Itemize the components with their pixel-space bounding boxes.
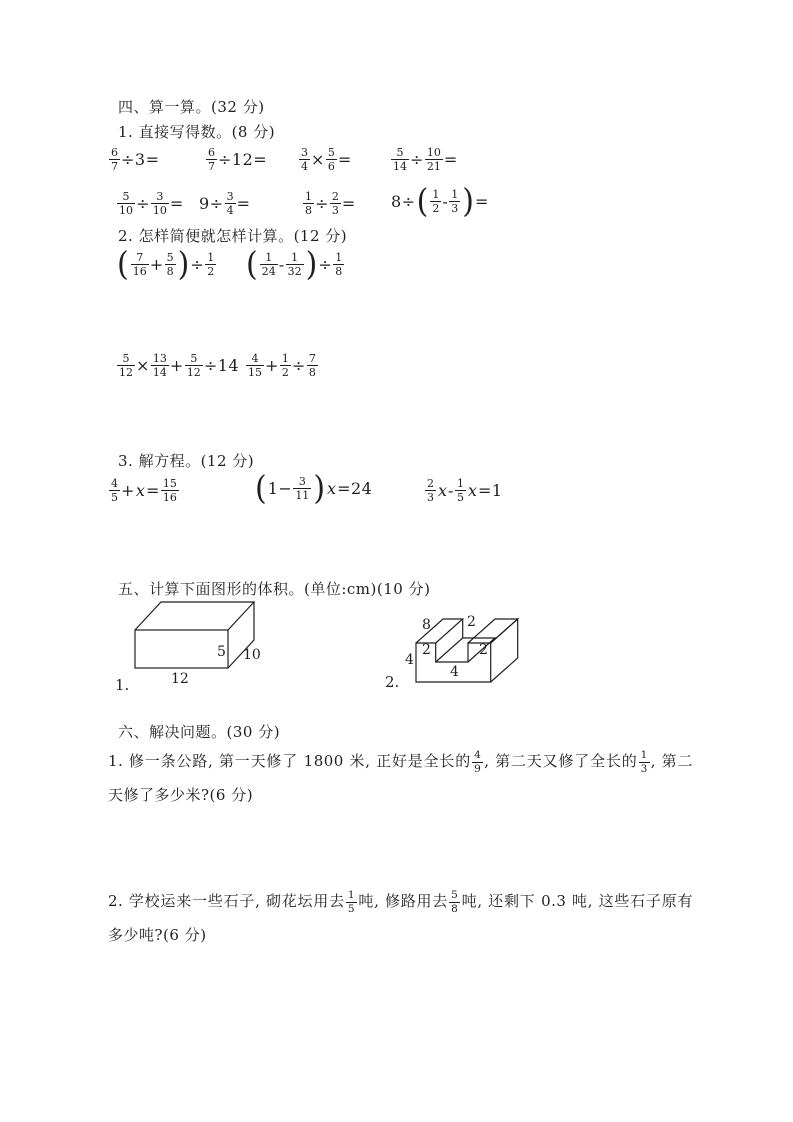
cuboid-front-face xyxy=(135,630,228,668)
big-paren: ( xyxy=(117,245,129,284)
math-expression xyxy=(424,477,503,504)
math-text: ÷ xyxy=(410,149,424,169)
math-text: ÷3= xyxy=(121,149,160,169)
dimension-label: 2 xyxy=(479,642,488,658)
section4-heading: 四、算一算。(32 分) xyxy=(118,98,265,116)
math-text: × xyxy=(311,149,325,169)
figure1-cuboid xyxy=(125,598,275,693)
math-text: ÷ xyxy=(190,254,205,274)
cuboid-top-face xyxy=(135,602,254,630)
fraction: $\frac{1}{8}$ xyxy=(305,190,312,218)
fraction: $\frac{1}{8}$ xyxy=(335,251,343,279)
problem-1-text xyxy=(108,744,693,812)
math-text: + xyxy=(265,355,279,375)
section4-simplify-heading: 2. 怎样简便就怎样计算。(12 分) xyxy=(118,227,348,245)
math-text: ÷ xyxy=(315,193,329,213)
big-paren: ) xyxy=(305,245,318,284)
fraction: $\frac{13}{14}$ xyxy=(152,352,167,380)
fraction: $\frac{3}{11}$ xyxy=(295,475,310,503)
math-expression xyxy=(205,146,267,173)
section4-equations-heading: 3. 解方程。(12 分) xyxy=(118,452,255,470)
fraction: $\frac{5}{6}$ xyxy=(327,146,335,174)
fraction: $\frac{4}{9}$ xyxy=(474,749,482,775)
dimension-label: 4 xyxy=(450,664,459,680)
fraction: $\frac{5}{8}$ xyxy=(166,251,174,279)
dimension-label: 2 xyxy=(467,614,476,630)
math-text: 吨, 修路用去 xyxy=(358,892,449,910)
big-paren: ) xyxy=(177,245,190,284)
fraction: $\frac{5}{10}$ xyxy=(119,190,133,218)
math-text: = xyxy=(474,191,489,211)
big-paren: ) xyxy=(313,469,326,508)
fraction: $\frac{1}{2}$ xyxy=(207,251,215,279)
fraction: $\frac{1}{2}$ xyxy=(281,352,289,380)
math-text: = xyxy=(169,193,184,213)
math-text: - xyxy=(442,191,449,211)
math-variable: x xyxy=(135,480,145,500)
fraction: $\frac{1}{3}$ xyxy=(640,749,648,775)
math-expression xyxy=(116,190,184,217)
math-text: ÷ xyxy=(136,193,150,213)
math-expression xyxy=(108,146,160,173)
math-expression xyxy=(108,477,180,504)
figure1-label: 1. xyxy=(115,676,130,694)
math-text: ÷14 xyxy=(203,355,240,375)
dimension-label: 4 xyxy=(405,652,414,668)
math-expression xyxy=(116,245,217,284)
math-expression xyxy=(390,146,458,173)
math-text: 吨, 还剩下 0.3 吨, 这些石子原有多少吨?(6 分) xyxy=(108,892,693,944)
fraction: $\frac{3}{10}$ xyxy=(152,190,167,218)
fraction: $\frac{5}{14}$ xyxy=(393,146,407,174)
math-text: =1 xyxy=(477,480,503,500)
big-paren: ( xyxy=(246,245,258,284)
fraction: $\frac{1}{5}$ xyxy=(456,477,464,505)
math-text: ÷ xyxy=(318,254,333,274)
section6-heading: 六、解决问题。(30 分) xyxy=(118,723,281,741)
fraction: $\frac{2}{3}$ xyxy=(427,477,434,505)
math-text: + xyxy=(149,254,164,274)
math-text: 1. 修一条公路, 第一天修了 1800 米, 正好是全长的 xyxy=(108,752,472,770)
math-text: 9÷ xyxy=(199,193,224,213)
math-text: 8÷ xyxy=(391,191,416,211)
math-text: , 第二天修了多少米?(6 分) xyxy=(108,752,693,804)
math-text: =24 xyxy=(337,478,373,498)
big-paren: ( xyxy=(416,182,429,221)
fraction: $\frac{4}{5}$ xyxy=(111,477,118,505)
section5-heading: 五、计算下面图形的体积。(单位:cm)(10 分) xyxy=(118,580,431,598)
fraction: $\frac{15}{16}$ xyxy=(162,477,177,505)
math-expression xyxy=(245,352,319,379)
math-text: - xyxy=(278,254,285,274)
math-text: = xyxy=(443,149,458,169)
fraction: $\frac{6}{7}$ xyxy=(111,146,118,174)
figure2-label: 2. xyxy=(385,673,400,691)
math-text: = xyxy=(341,193,356,213)
fraction: $\frac{1}{32}$ xyxy=(287,251,302,279)
figure2-groove-prism xyxy=(400,600,540,690)
math-expression xyxy=(199,190,251,217)
math-expression xyxy=(254,469,373,508)
math-text: , 第二天又修了全长的 xyxy=(484,752,638,770)
fraction: $\frac{10}{21}$ xyxy=(426,146,441,174)
fraction: $\frac{4}{15}$ xyxy=(248,352,262,380)
dimension-label: 2 xyxy=(422,642,431,658)
math-text: ÷12= xyxy=(218,149,268,169)
dimension-label: 8 xyxy=(422,617,431,633)
math-text: = xyxy=(337,149,352,169)
problem-2-text xyxy=(108,884,693,952)
math-expression xyxy=(245,245,345,284)
math-text: ÷ xyxy=(291,355,306,375)
math-text: - xyxy=(448,480,454,500)
math-text: + xyxy=(169,355,184,375)
math-expression xyxy=(302,190,356,217)
fraction: $\frac{7}{8}$ xyxy=(308,352,316,380)
math-variable: x xyxy=(438,480,448,500)
math-text: × xyxy=(136,355,150,375)
dimension-label: 5 xyxy=(217,644,226,660)
math-expression xyxy=(391,182,489,221)
fraction: $\frac{3}{4}$ xyxy=(301,146,308,174)
fraction: $\frac{1}{2}$ xyxy=(432,188,440,216)
fraction: $\frac{1}{24}$ xyxy=(261,251,276,279)
fraction: $\frac{1}{3}$ xyxy=(451,188,459,216)
fraction: $\frac{3}{4}$ xyxy=(226,190,234,218)
fraction: $\frac{1}{5}$ xyxy=(347,889,356,915)
math-text: + xyxy=(121,480,135,500)
math-variable: x xyxy=(327,478,337,498)
fraction: $\frac{6}{7}$ xyxy=(208,146,215,174)
prism-groove-left-wall xyxy=(436,619,463,662)
math-expression xyxy=(116,352,239,379)
math-text: = xyxy=(145,480,160,500)
fraction: $\frac{5}{12}$ xyxy=(119,352,133,380)
fraction: $\frac{5}{8}$ xyxy=(451,889,459,915)
prism-right-face xyxy=(491,619,518,682)
big-paren: ) xyxy=(462,182,474,221)
fraction: $\frac{2}{3}$ xyxy=(331,190,339,218)
math-text: 2. 学校运来一些石子, 砌花坛用去 xyxy=(108,892,345,910)
dimension-label: 10 xyxy=(243,647,261,663)
dimension-label: 12 xyxy=(171,671,189,687)
fraction: $\frac{7}{16}$ xyxy=(132,251,147,279)
math-text: 1− xyxy=(267,478,293,498)
section4-direct-heading: 1. 直接写得数。(8 分) xyxy=(118,123,276,141)
math-variable: x xyxy=(467,480,477,500)
math-expression xyxy=(298,146,352,173)
big-paren: ( xyxy=(255,469,267,508)
fraction: $\frac{5}{12}$ xyxy=(186,352,201,380)
math-text: = xyxy=(236,193,251,213)
